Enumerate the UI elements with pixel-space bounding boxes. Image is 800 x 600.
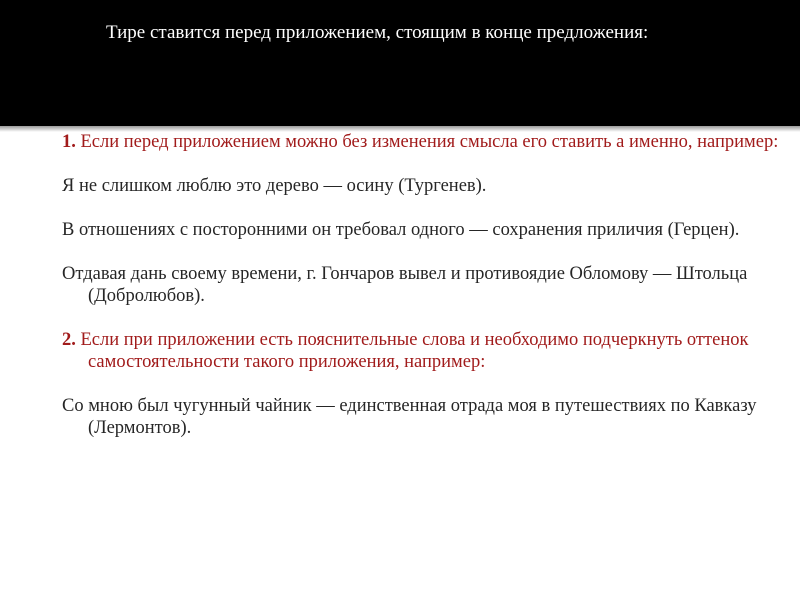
example-paragraph-3 [62,263,782,307]
rule-paragraph-2 [62,329,782,373]
rule-number: 2. [62,330,76,350]
rule-text: Если при приложении есть пояснительные слова и необходимо подчеркнуть оттенок самостоятельности такого приложения, например: [75,330,749,372]
example-text: Отдавая дань своему времени, г. Гончаров вывел и противоядие Обломову — Штольца (Добролюбов). [62,264,748,306]
example-text: Я не слишком люблю это дерево — осину (Тургенев). [62,176,487,196]
rule-number: 1. [62,132,76,152]
example-paragraph-2 [62,219,782,241]
title-bar [0,0,800,126]
example-text: Со мною был чугунный чайник — единственная отрада моя в путешествиях по Кавказу (Лермонтов). [62,396,757,438]
slide-body [62,131,782,461]
example-text: В отношениях с посторонними он требовал одного — сохранения приличия (Герцен). [62,220,740,240]
rule-paragraph-1 [62,131,782,153]
example-paragraph-4 [62,395,782,439]
rule-text: Если перед приложением можно без изменения смысла его ставить а именно, например: [75,132,779,152]
slide-title: Тире ставится перед приложением, стоящим в конце предложения: [106,22,649,43]
example-paragraph-1 [62,175,782,197]
